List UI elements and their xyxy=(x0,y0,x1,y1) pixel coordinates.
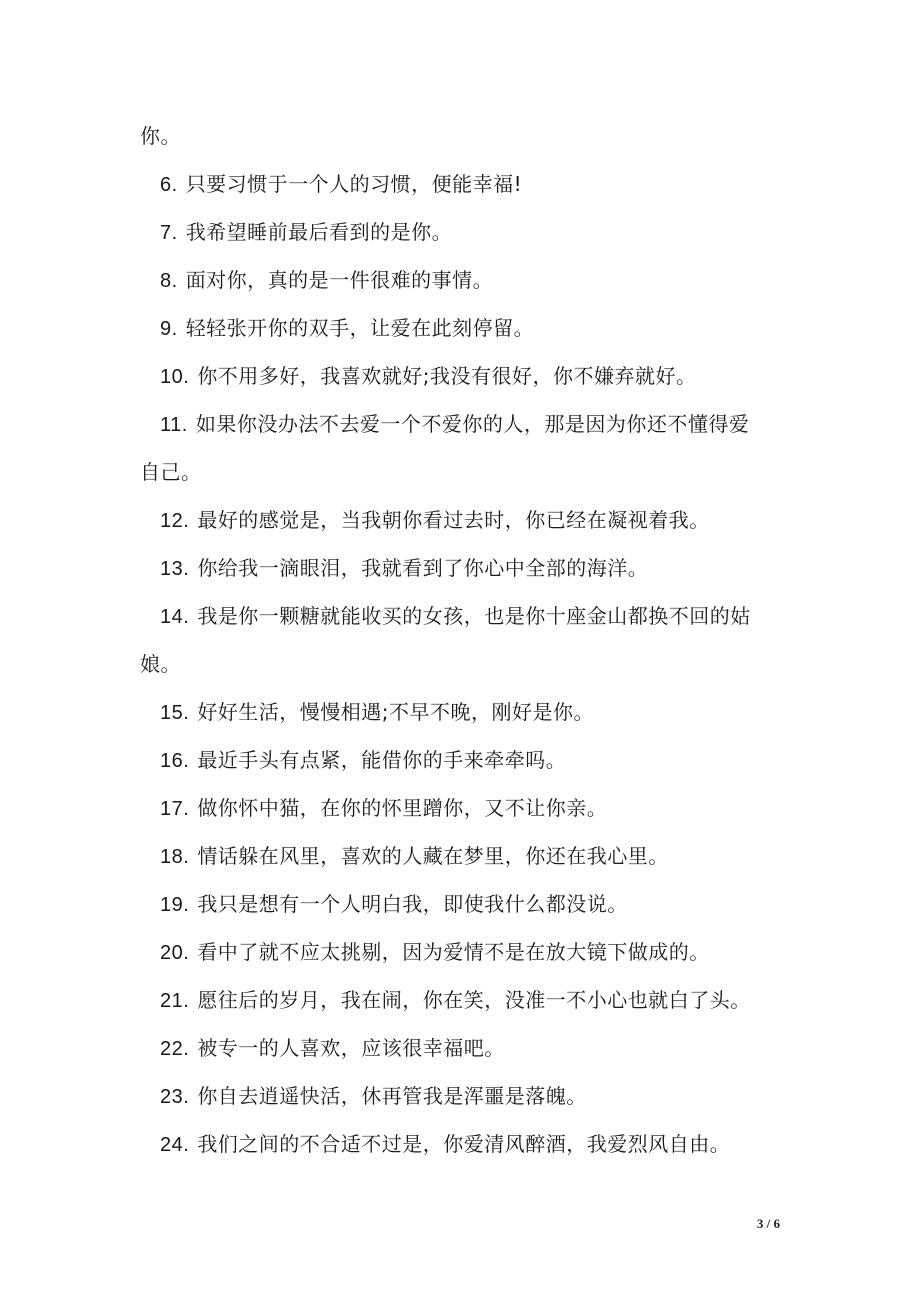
list-item xyxy=(160,892,628,917)
item-number: 12. xyxy=(160,510,190,532)
item-text: 看中了就不应太挑剔，因为爱情不是在放大镜下做成的。 xyxy=(197,940,710,964)
list-item xyxy=(160,508,710,533)
item-text: 情话躲在风里，喜欢的人藏在梦里，你还在我心里。 xyxy=(197,844,669,868)
item-text: 最近手头有点紧，能借你的手来牵牵吗。 xyxy=(197,748,567,772)
list-item xyxy=(160,940,710,965)
list-item xyxy=(160,1084,587,1109)
list-item xyxy=(160,748,566,773)
item-text: 最好的感觉是，当我朝你看过去时，你已经在凝视着我。 xyxy=(197,508,710,532)
item-text: 愿往后的岁月，我在闹，你在笑，没准一不小心也就白了头。 xyxy=(197,988,751,1012)
list-item xyxy=(160,316,534,341)
page-indicator: 3 / 6 xyxy=(756,1216,780,1231)
list-item xyxy=(160,1132,730,1157)
list-item xyxy=(160,220,452,245)
item-text: 你不用多好，我喜欢就好;我没有很好，你不嫌弃就好。 xyxy=(197,364,697,388)
item-text: 你自去逍遥快活，休再管我是浑噩是落魄。 xyxy=(197,1084,587,1108)
item-number: 16. xyxy=(160,750,190,772)
item-text: 我是你一颗糖就能收买的女孩，也是你十座金山都换不回的姑 xyxy=(197,604,751,628)
item-text: 做你怀中猫，在你的怀里蹭你，又不让你亲。 xyxy=(197,796,608,820)
item-number: 14. xyxy=(160,606,190,628)
list-item xyxy=(160,604,751,629)
item-number: 9. xyxy=(160,318,178,340)
item-number: 18. xyxy=(160,846,190,868)
list-item xyxy=(160,556,648,581)
list-item xyxy=(160,796,607,821)
item-continuation: 自己。 xyxy=(140,460,202,484)
item-text: 只要习惯于一个人的习惯，便能幸福! xyxy=(185,172,523,196)
item-number: 17. xyxy=(160,798,190,820)
item-text: 你给我一滴眼泪，我就看到了你心中全部的海洋。 xyxy=(197,556,649,580)
item-number: 6. xyxy=(160,174,178,196)
item-number: 20. xyxy=(160,942,190,964)
list-item xyxy=(160,700,594,725)
item-number: 24. xyxy=(160,1134,190,1156)
list-item xyxy=(160,844,669,869)
item-text: 我们之间的不合适不过是，你爱清风醉酒，我爱烈风自由。 xyxy=(197,1132,731,1156)
item-number: 23. xyxy=(160,1086,190,1108)
item-text: 我只是想有一个人明白我，即使我什么都没说。 xyxy=(197,892,628,916)
item-text: 我希望睡前最后看到的是你。 xyxy=(185,220,453,244)
list-item xyxy=(160,412,749,437)
list-item xyxy=(160,364,697,389)
item-number: 11. xyxy=(160,414,188,436)
item-number: 8. xyxy=(160,270,178,292)
item-number: 13. xyxy=(160,558,190,580)
list-item xyxy=(160,988,751,1013)
item-number: 15. xyxy=(160,702,190,724)
item-number: 21. xyxy=(160,990,190,1012)
item-text: 轻轻张开你的双手，让爱在此刻停留。 xyxy=(185,316,535,340)
item-number: 7. xyxy=(160,222,178,244)
item-text: 面对你，真的是一件很难的事情。 xyxy=(185,268,494,292)
continuation-text: 你。 xyxy=(140,124,181,148)
list-item xyxy=(160,172,522,197)
item-continuation: 娘。 xyxy=(140,652,181,676)
item-number: 22. xyxy=(160,1038,190,1060)
item-text: 被专一的人喜欢，应该很幸福吧。 xyxy=(197,1036,505,1060)
item-text: 如果你没办法不去爱一个不爱你的人，那是因为你还不懂得爱 xyxy=(195,412,750,436)
item-text: 好好生活，慢慢相遇;不早不晚，刚好是你。 xyxy=(197,700,595,724)
list-item xyxy=(160,1036,505,1061)
item-number: 10. xyxy=(160,366,190,388)
item-number: 19. xyxy=(160,894,190,916)
list-item xyxy=(160,268,493,293)
